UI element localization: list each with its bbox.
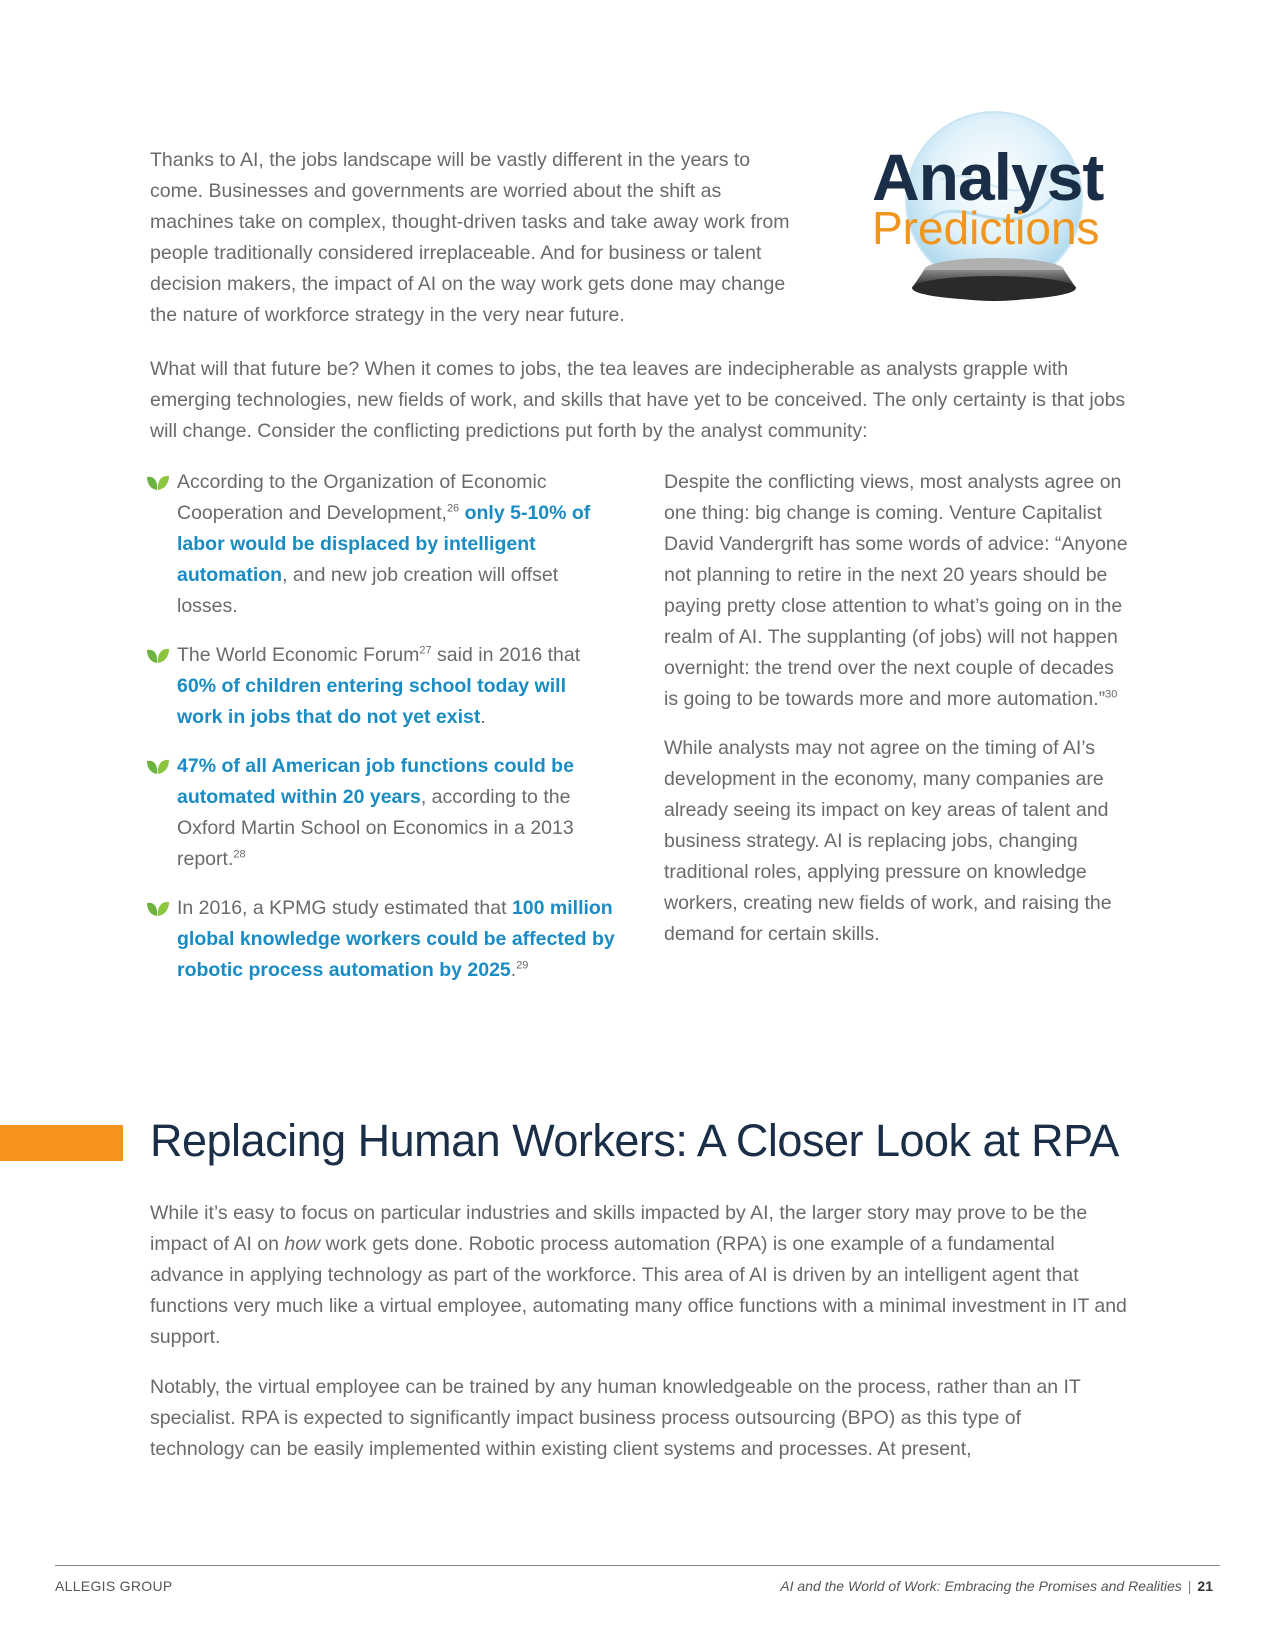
bullet-highlight: 60% of children entering school today will work in jobs that do not yet exist (177, 675, 566, 728)
bullet-text: . (480, 706, 486, 728)
bullet-text: In 2016, a KPMG study estimated that (177, 897, 512, 919)
analyst-predictions-graphic (860, 100, 1130, 325)
bullet-text: , according to the Oxford Martin School on Economics in a 2013 report. (177, 786, 574, 870)
footer-company: ALLEGIS GROUP (55, 1578, 173, 1594)
footer-separator: | (1187, 1578, 1192, 1594)
rpa-emphasis: how (284, 1233, 321, 1255)
intro-paragraph: Thanks to AI, the jobs landscape will be vastly different in the years to come. Businesses and governments are worried about the shift as machines take on complex, thought-driven tasks and take away work from people traditionally considered irreplaceable. And for business or talent decision makers, the impact of AI on the way work gets done may change the nature of workforce strategy in the very near future. (150, 149, 790, 326)
question-paragraph: What will that future be? When it comes to jobs, the tea leaves are indecipherable as analysts grapple with emerging technologies, new fields of work, and skills that have yet to be conceived. The only certainty is that jobs will change. Consider the conflicting predictions put forth by the analyst community: (150, 358, 1126, 442)
right-paragraph-1 (664, 467, 1132, 715)
right-paragraph-2: While analysts may not agree on the timing of AI’s development in the economy, many companies are already seeing its impact on key areas of talent and business strategy. AI is replacing jobs, changing traditional roles, applying pressure on knowledge workers, creating new fields of work, and raising the demand for certain skills. (664, 737, 1112, 945)
rpa-paragraph-2: Notably, the virtual employee can be trained by any human knowledgeable on the process, rather than an IT specialist. RPA is expected to significantly impact business process outsourcing (BPO) as this type of technology can be easily implemented within existing client systems and processes. At present, (150, 1376, 1081, 1460)
footnote-ref: 27 (419, 644, 432, 657)
graphic-title-analyst: Analyst (872, 140, 1104, 214)
section-accent-bar (0, 1125, 123, 1161)
footnote-ref: 30 (1105, 688, 1118, 701)
leaf-icon (145, 473, 171, 493)
rpa-text: work gets done. Robotic process automation (RPA) is one example of a fundamental advance in applying technology as part of the workforce. This area of AI is driven by an intelligent agent that functions very much like a virtual employee, automating many office functions with a minimal investment in IT and support. (150, 1233, 1127, 1348)
bullet-text: The World Economic Forum (177, 644, 420, 666)
graphic-title-predictions: Predictions (872, 202, 1100, 254)
page-number: 21 (1197, 1578, 1213, 1594)
section-heading: Replacing Human Workers: A Closer Look at RPA (150, 1115, 1119, 1166)
footnote-ref: 28 (233, 848, 246, 861)
leaf-icon (145, 899, 171, 919)
footer-right (780, 1578, 1213, 1594)
quote-text: Despite the conflicting views, most analysts agree on one thing: big change is coming. Venture Capitalist David Vandergrift has some words of advice: “Anyone not planning to retire in the next 20 years should be paying pretty close attention to what’s going on in the realm of AI. The supplanting (of jobs) will not happen overnight: the trend over the next couple of decades is going to be towards more and more automation.” (664, 471, 1128, 710)
footer-divider (55, 1565, 1220, 1566)
bullet-highlight: only 5-10% of labor would be displaced by intelligent automation (177, 502, 591, 586)
bullet-text: According to the Organization of Economic Cooperation and Development, (177, 471, 547, 524)
rpa-paragraph-1 (150, 1198, 1130, 1353)
bullet-highlight: 100 million global knowledge workers could be affected by robotic process automation by 2025 (177, 897, 615, 981)
bullet-text: , and new job creation will offset losses. (177, 564, 559, 617)
bullet-text: . (510, 959, 517, 981)
list-item (145, 640, 615, 733)
footnote-ref: 29 (516, 959, 529, 972)
bullet-text: said in 2016 that (431, 644, 581, 666)
footnote-ref: 26 (446, 502, 460, 515)
right-column (664, 467, 1132, 968)
footer-doc-title: AI and the World of Work: Embracing the Promises and Realities (780, 1578, 1182, 1594)
list-item (145, 893, 615, 986)
rpa-text: While it’s easy to focus on particular industries and skills impacted by AI, the larger story may prove to be the impact of AI on (150, 1202, 1088, 1255)
bullet-highlight: 47% of all American job functions could be automated within 20 years (177, 755, 574, 808)
list-item (145, 467, 615, 622)
list-item (145, 751, 615, 875)
leaf-icon (145, 646, 171, 666)
predictions-list (145, 467, 615, 1004)
leaf-icon (145, 757, 171, 777)
